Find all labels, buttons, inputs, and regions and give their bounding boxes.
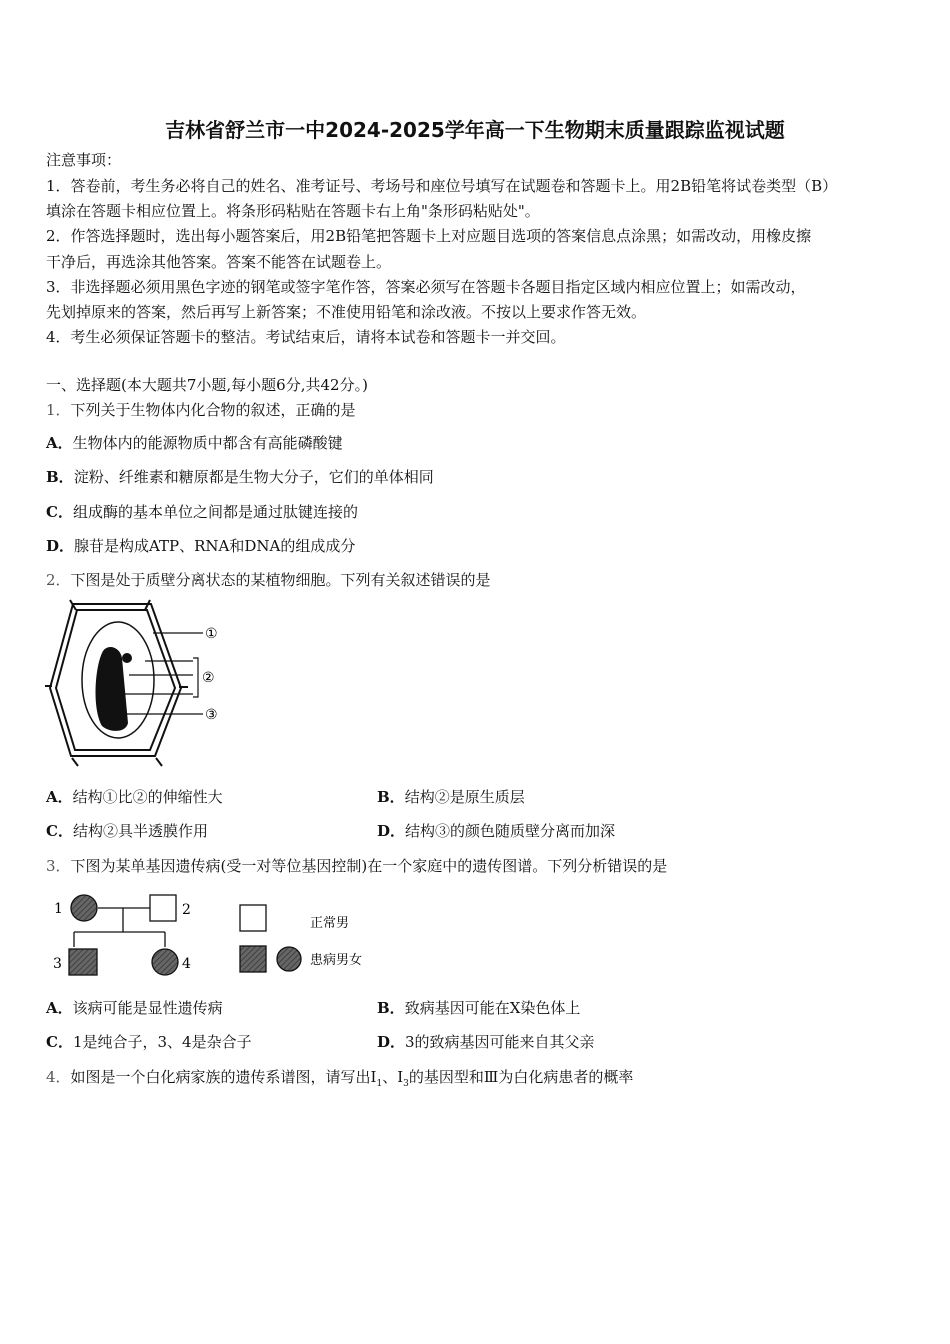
option-key: B． bbox=[377, 999, 405, 1017]
id-label: 2 bbox=[182, 902, 191, 918]
option-text: 结构②具半透膜作用 bbox=[72, 822, 208, 840]
note-line: 3．非选择题必须用黑色字迹的钢笔或签字笔作答，答案必须写在答题卡各题目指定区域内相应位置上；如需改动， bbox=[46, 278, 806, 296]
option-text: 腺苷是构成ATP、RNA和DNA的组成成分 bbox=[74, 537, 356, 555]
q-stem: 下图是处于质壁分离状态的某植物细胞。下列有关叙述错误的是 bbox=[70, 571, 491, 589]
note-line: 2．作答选择题时，选出每小题答案后，用2B铅笔把答题卡上对应题目选项的答案信息点涂黑；如需改动，用橡皮擦 bbox=[46, 227, 812, 245]
legend-affected-male-icon bbox=[240, 946, 266, 972]
plant-cell-diagram bbox=[40, 598, 240, 773]
option-text: 1是纯合子，3、4是杂合子 bbox=[72, 1033, 252, 1051]
option-key: C． bbox=[46, 503, 73, 521]
individual-1-affected-female bbox=[71, 895, 97, 921]
option-text: 致病基因可能在X染色体上 bbox=[404, 999, 581, 1017]
question-2 bbox=[46, 570, 491, 590]
subscript: 1 bbox=[376, 1079, 383, 1089]
option-key: D． bbox=[377, 822, 406, 840]
question-4 bbox=[46, 1067, 633, 1094]
label-3: ③ bbox=[205, 707, 218, 723]
option-key: B． bbox=[377, 788, 405, 806]
note-line: 干净后，再选涂其他答案。答案不能答在试题卷上。 bbox=[46, 253, 392, 271]
option-key: A． bbox=[46, 999, 73, 1017]
option-text: 结构①比②的伸缩性大 bbox=[72, 788, 223, 806]
q-number: 1． bbox=[46, 401, 71, 419]
id-label: 3 bbox=[53, 956, 62, 972]
page-title: 吉林省舒兰市一中2024-2025学年高一下生物期末质量跟踪监视试题 bbox=[165, 118, 785, 142]
option-key: D． bbox=[377, 1033, 406, 1051]
option-b bbox=[377, 998, 580, 1018]
individual-2-normal-male bbox=[150, 895, 176, 921]
option-text: 结构②是原生质层 bbox=[404, 788, 525, 806]
option-text: 淀粉、纤维素和糖原都是生物大分子，它们的单体相同 bbox=[73, 468, 434, 486]
q-stem: 、Ⅰ bbox=[382, 1068, 404, 1086]
note-line: 1．答卷前，考生务必将自己的姓名、准考证号、考场号和座位号填写在试题卷和答题卡上。用2B铅笔将试卷类型（B） bbox=[46, 177, 838, 195]
option-text: 3的致病基因可能来自其父亲 bbox=[405, 1033, 595, 1051]
option-a bbox=[46, 787, 223, 807]
q-stem: 下图为某单基因遗传病(受一对等位基因控制)在一个家庭中的遗传图谱。下列分析错误的是 bbox=[70, 857, 668, 875]
option-c bbox=[46, 821, 208, 841]
option-key: D． bbox=[46, 537, 75, 555]
option-d bbox=[46, 536, 355, 556]
q-number: 3． bbox=[46, 857, 71, 875]
label-1: ① bbox=[205, 626, 218, 642]
option-b bbox=[46, 467, 434, 487]
id-label: 1 bbox=[54, 901, 63, 917]
q-number: 4． bbox=[46, 1068, 71, 1086]
id-label: 4 bbox=[182, 956, 191, 972]
option-c bbox=[46, 1032, 252, 1052]
pedigree-chart bbox=[40, 890, 380, 982]
option-text: 结构③的颜色随质壁分离而加深 bbox=[405, 822, 616, 840]
option-text: 生物体内的能源物质中都含有高能磷酸键 bbox=[72, 434, 343, 452]
option-c bbox=[46, 502, 358, 522]
label-2: ② bbox=[202, 670, 215, 686]
legend-normal-label: 正常男 bbox=[310, 916, 350, 931]
legend-normal-male-icon bbox=[240, 905, 266, 931]
option-text: 组成酶的基本单位之间都是通过肽键连接的 bbox=[72, 503, 358, 521]
note-line: 4．考生必须保证答题卡的整洁。考试结束后，请将本试卷和答题卡一并交回。 bbox=[46, 328, 566, 346]
question-3 bbox=[46, 856, 667, 876]
option-d bbox=[377, 1032, 595, 1052]
legend-affected-female-icon bbox=[277, 947, 301, 971]
q-stem: 下列关于生物体内化合物的叙述，正确的是 bbox=[70, 401, 356, 419]
q-stem: 的基因型和Ⅲ为白化病患者的概率 bbox=[408, 1068, 634, 1086]
option-a bbox=[46, 998, 223, 1018]
individual-3-affected-male bbox=[69, 949, 97, 975]
q-number: 2． bbox=[46, 571, 71, 589]
option-key: A． bbox=[46, 434, 73, 452]
q-stem: 如图是一个白化病家族的遗传系谱图，请写出Ⅰ bbox=[70, 1068, 377, 1086]
option-a bbox=[46, 433, 343, 453]
option-key: C． bbox=[46, 1033, 73, 1051]
section-heading: 一、选择题(本大题共7小题,每小题6分,共42分。) bbox=[46, 376, 368, 394]
individual-4-affected-female bbox=[152, 949, 178, 975]
question-1 bbox=[46, 400, 356, 420]
subscript: 3 bbox=[403, 1079, 409, 1089]
legend-affected-label: 患病男女 bbox=[310, 953, 363, 968]
option-key: C． bbox=[46, 822, 73, 840]
notes-heading: 注意事项： bbox=[46, 151, 122, 169]
option-key: B． bbox=[46, 468, 74, 486]
option-key: A． bbox=[46, 788, 73, 806]
option-d bbox=[377, 821, 615, 841]
note-line: 先划掉原来的答案，然后再写上新答案；不准使用铅笔和涂改液。不按以上要求作答无效。 bbox=[46, 303, 647, 321]
option-b bbox=[377, 787, 525, 807]
option-text: 该病可能是显性遗传病 bbox=[72, 999, 223, 1017]
note-line: 填涂在答题卡相应位置上。将条形码粘贴在答题卡右上角"条形码粘贴处"。 bbox=[46, 202, 540, 220]
